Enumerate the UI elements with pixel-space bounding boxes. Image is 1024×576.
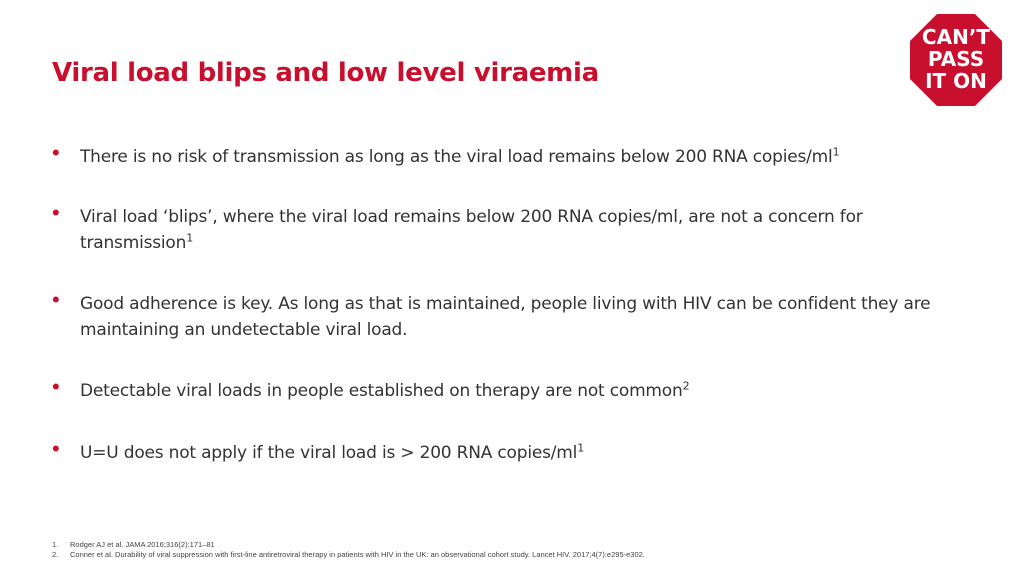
reference-item [52, 540, 992, 550]
logo-octagon-icon [910, 14, 1002, 106]
bullet-dot-icon: • [52, 374, 60, 399]
reference-number: 1. [52, 540, 59, 549]
bullet-text: Viral load ‘blips’, where the viral load remains below 200 RNA copies/ml, are not a concern for transmission$^1$ [80, 207, 863, 253]
footnote-marker: 1 [577, 441, 584, 455]
bullet-dot-icon: • [52, 140, 60, 165]
bullet-dot-icon: • [52, 200, 60, 225]
reference-text: Rodger AJ et al. JAMA 2016;316(2):171–81 [70, 540, 215, 549]
bullet-item [52, 287, 952, 343]
footnote-marker: 1 [832, 145, 840, 159]
references [52, 540, 992, 560]
footnote-marker: 1 [186, 231, 194, 245]
bullet-text: Detectable viral loads in people established on therapy are not common$^2$ [80, 379, 690, 401]
reference-item [52, 550, 992, 560]
bullet-item [52, 436, 952, 466]
bullet-text: There is no risk of transmission as long as the viral load remains below 200 RNA copies/$ml^1$ [80, 145, 840, 167]
footnote-marker: 2 [682, 379, 690, 393]
logo-line-3: IT ON [925, 69, 987, 93]
cant-pass-it-on-logo [910, 14, 1002, 106]
bullet-dot-icon: • [52, 287, 60, 312]
bullet-item [52, 200, 952, 256]
bullet-dot-icon: • [52, 436, 60, 461]
slide-title: Viral load blips and low level viraemia [52, 58, 599, 88]
bullet-item [52, 140, 952, 170]
bullet-text: U=U does not apply if the viral load is > 200 RNA copies/$ml^1$ [80, 441, 584, 463]
logo-line-2: PASS [927, 47, 985, 71]
reference-text: Conner et al. Durability of viral suppression with first-line antiretroviral therapy in patients with HIV in the UK: an observational cohort study. Lancet HIV. 2017;4(7):e295-e302. [70, 550, 645, 559]
bullet-text: Good adherence is key. As long as that is maintained, people living with HIV can be confident they are maintaining an undetectable viral load. [80, 294, 931, 340]
bullet-item [52, 374, 952, 404]
reference-number: 2. [52, 550, 59, 559]
logo-line-1: CAN’T [921, 25, 991, 49]
